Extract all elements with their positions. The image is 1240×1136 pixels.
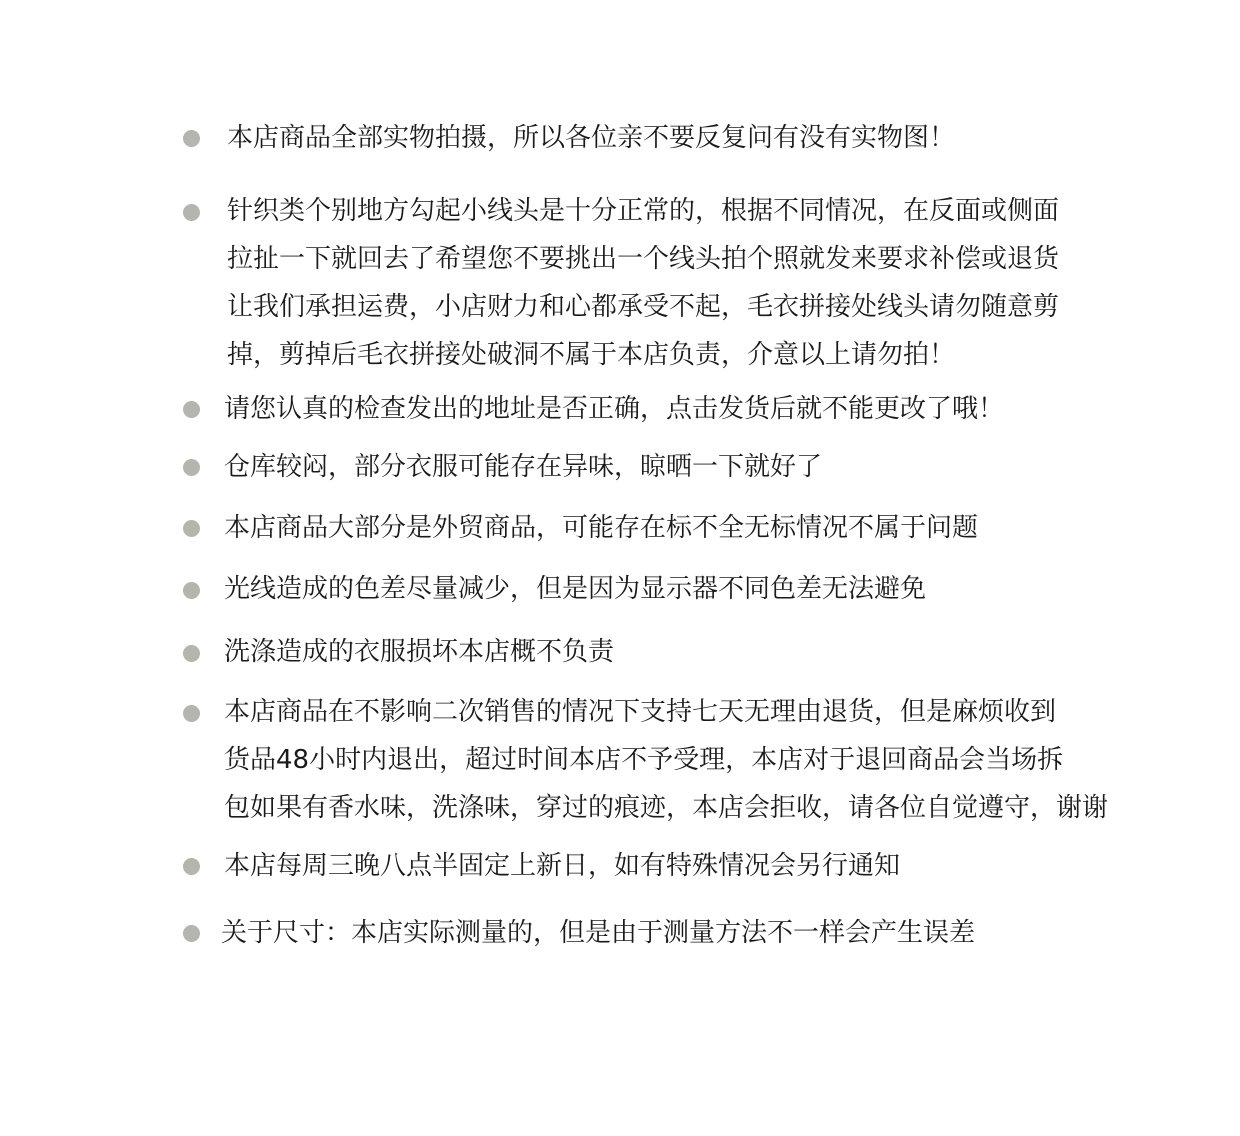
notice-line: 货品48小时内退出，超过时间本店不予受理，本店对于退回商品会当场拆 — [224, 745, 1064, 775]
notice-text — [227, 187, 1059, 379]
notice-text — [227, 114, 955, 162]
notice-text — [224, 628, 614, 676]
notice-text — [221, 909, 975, 957]
notice-text — [224, 688, 1108, 832]
notice-line: 本店商品在不影响二次销售的情况下支持七天无理由退货，但是麻烦收到 — [224, 697, 1057, 727]
notice-line: 让我们承担运费，小店财力和心都承受不起，毛衣拼接处线头请勿随意剪 — [227, 292, 1060, 322]
notice-line: 仓库较闷，部分衣服可能存在异味，晾晒一下就好了 — [224, 452, 823, 482]
notice-line: 拉扯一下就回去了希望您不要挑出一个线头拍个照就发来要求补偿或退货 — [227, 244, 1060, 274]
bullet-dot-icon — [183, 204, 200, 221]
notice-line: 关于尺寸：本店实际测量的，但是由于测量方法不一样会产生误差 — [221, 918, 976, 948]
notice-line: 请您认真的检查发出的地址是否正确，点击发货后就不能更改了哦！ — [224, 394, 1005, 424]
notice-line: 针织类个别地方勾起小线头是十分正常的，根据不同情况，在反面或侧面 — [227, 196, 1060, 226]
notice-line: 本店商品全部实物拍摄，所以各位亲不要反复问有没有实物图！ — [227, 123, 956, 153]
notice-text — [224, 565, 926, 613]
bullet-dot-icon — [183, 520, 200, 537]
notice-text — [224, 842, 900, 890]
notice-line: 光线造成的色差尽量减少，但是因为显示器不同色差无法避免 — [224, 574, 927, 604]
bullet-dot-icon — [183, 858, 200, 875]
notice-line: 洗涤造成的衣服损坏本店概不负责 — [224, 637, 615, 667]
notice-line: 本店商品大部分是外贸商品，可能存在标不全无标情况不属于问题 — [224, 513, 979, 543]
bullet-dot-icon — [183, 705, 200, 722]
bullet-dot-icon — [183, 582, 200, 599]
bullet-dot-icon — [183, 925, 200, 942]
bullet-dot-icon — [183, 645, 200, 662]
notice-line: 本店每周三晚八点半固定上新日，如有特殊情况会另行通知 — [224, 851, 901, 881]
notice-text — [224, 504, 978, 552]
notice-line: 掉，剪掉后毛衣拼接处破洞不属于本店负责，介意以上请勿拍！ — [227, 340, 956, 370]
notice-text — [224, 443, 822, 491]
bullet-dot-icon — [183, 130, 200, 147]
notice-line: 包如果有香水味，洗涤味，穿过的痕迹，本店会拒收，请各位自觉遵守，谢谢 — [224, 793, 1109, 823]
notice-text — [224, 385, 1004, 433]
bullet-dot-icon — [183, 459, 200, 476]
bullet-dot-icon — [183, 401, 200, 418]
